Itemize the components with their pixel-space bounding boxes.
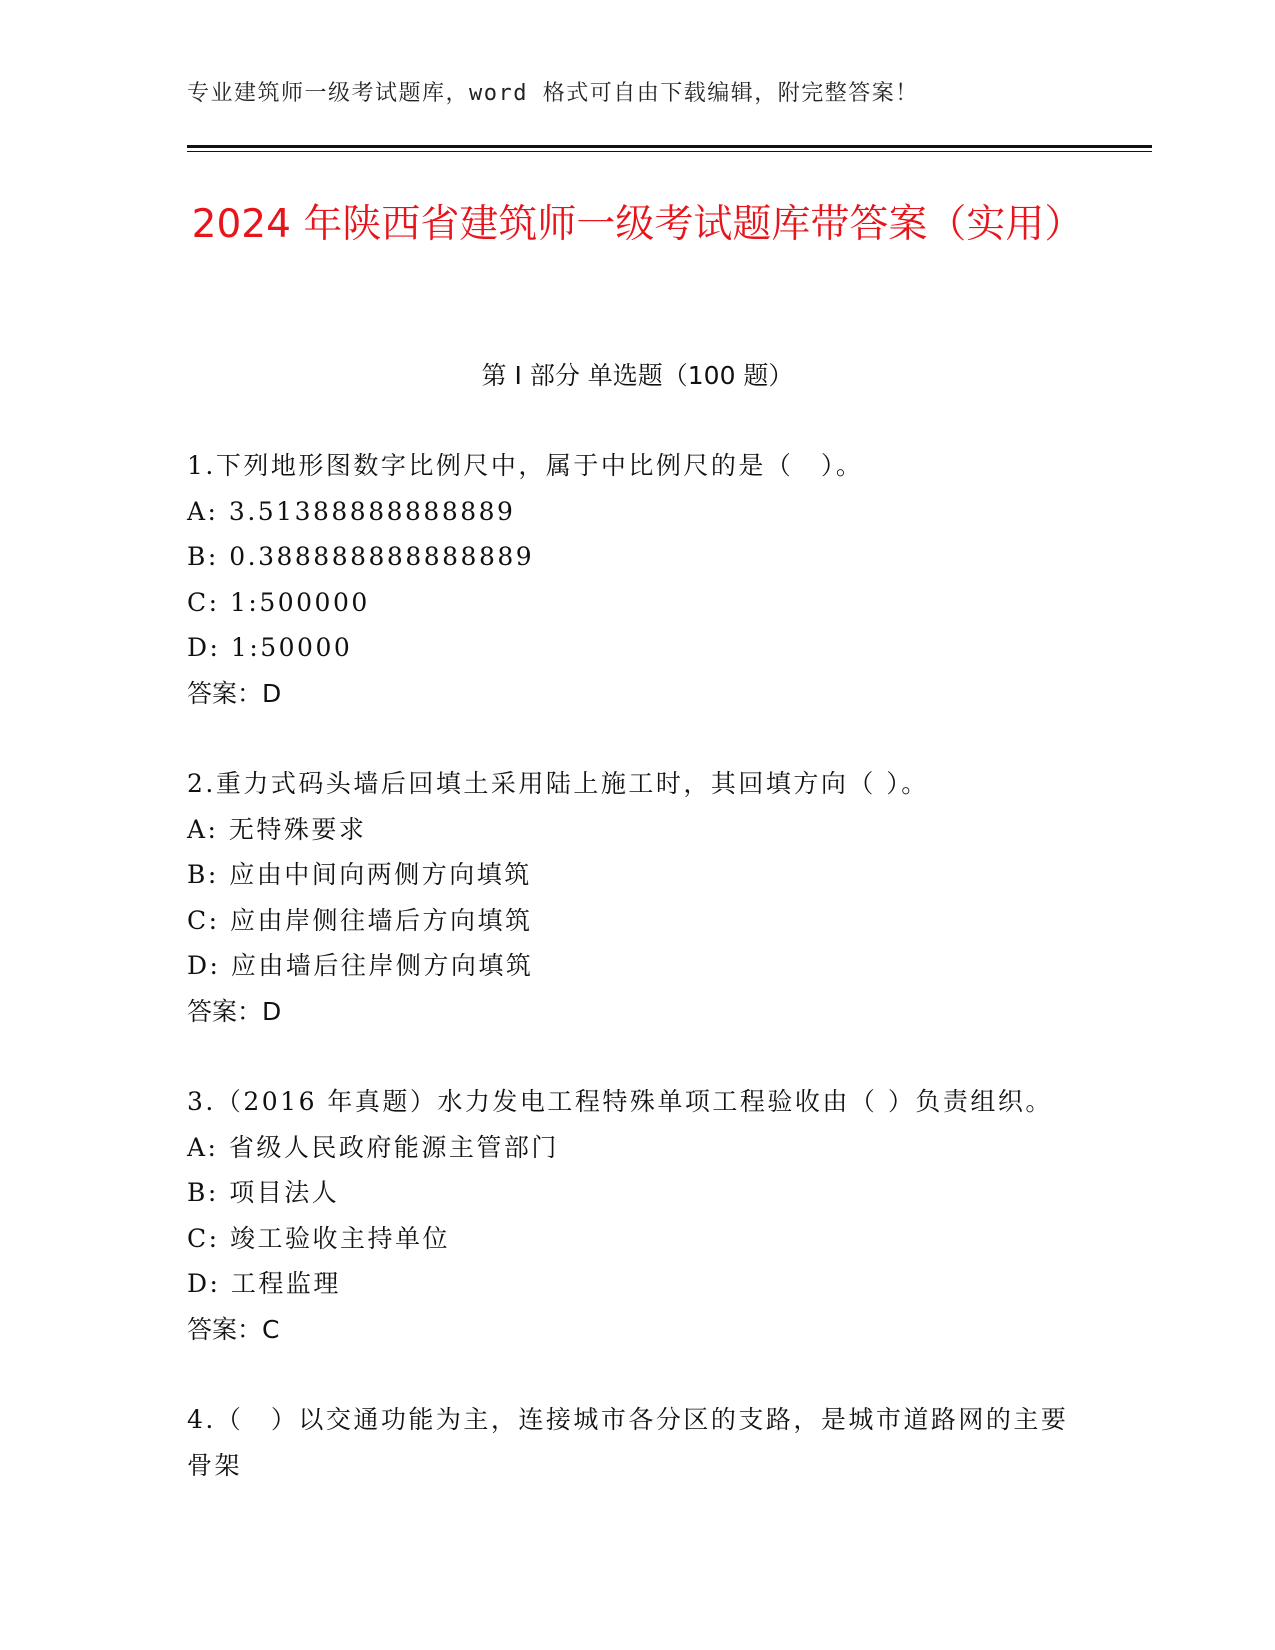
option-b: B: 0.388888888888889 [187,542,535,571]
option-a: A: 省级人民政府能源主管部门 [187,1132,559,1162]
question-stem: 3.（2016 年真题）水力发电工程特殊单项工程验收由（ ）负责组织。 [187,1087,1053,1116]
question-4 [187,1397,1087,1488]
question-stem: 2.重力式码头墙后回填土采用陆上施工时，其回填方向（ ）。 [187,769,929,798]
option-d: D: 应由墙后往岸侧方向填筑 [187,951,534,980]
header-divider-thin [187,151,1152,152]
option-a: A: 无特殊要求 [187,814,367,844]
question-stem: 1.下列地形图数字比例尺中，属于中比例尺的是（ ）。 [187,451,864,480]
option-d: D: 工程监理 [187,1269,341,1298]
question-1 [187,443,1087,716]
section-heading: 第 I 部分 单选题（100 题） [481,361,794,390]
question-stem: 4.（ ）以交通功能为主，连接城市各分区的支路，是城市道路网的主要骨架 [187,1405,1069,1480]
answer-line: 答案：D [187,678,282,708]
option-c: C: 1:500000 [187,587,370,617]
option-c: C: 应由岸侧往墙后方向填筑 [187,905,533,935]
question-2 [187,761,1087,1034]
option-d: D: 1:50000 [187,633,353,662]
option-b: B: 应由中间向两侧方向填筑 [187,860,532,889]
answer-line: 答案：D [187,996,282,1026]
option-b: B: 项目法人 [187,1178,340,1207]
answer-line: 答案：C [187,1314,280,1344]
header-divider [187,145,1152,148]
document-title: 2024 年陕西省建筑师一级考试题库带答案（实用） [191,202,1084,247]
question-3 [187,1079,1087,1352]
question-list [187,443,1087,1533]
option-c: C: 竣工验收主持单位 [187,1223,450,1253]
option-a: A: 3.51388888888889 [187,496,516,526]
header-note: 专业建筑师一级考试题库，word 格式可自由下载编辑，附完整答案！ [187,81,919,106]
